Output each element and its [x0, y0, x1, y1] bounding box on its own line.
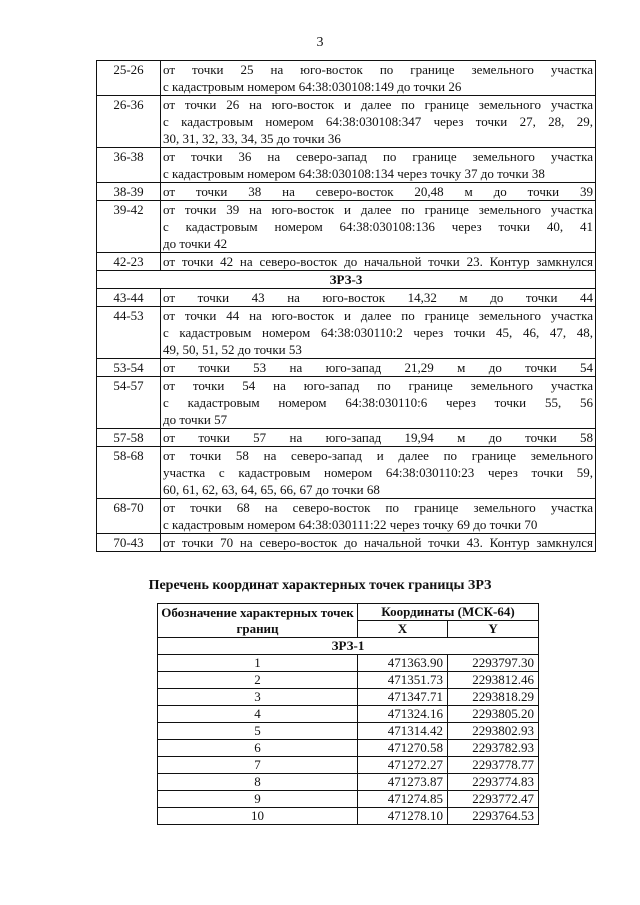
- segment-description-line: от точки 26 на юго-восток и далее по границе земельного участка: [163, 97, 593, 112]
- coordinate-x: 471273.87: [358, 774, 448, 791]
- point-number: 6: [158, 740, 358, 757]
- segment-row: [97, 183, 596, 201]
- coordinates-body: [158, 638, 539, 825]
- segment-row: [97, 201, 596, 253]
- segment-code: 43-44: [97, 289, 161, 307]
- segment-description-line: с кадастровым номером 64:38:030108:347 через точки 27, 28, 29,: [163, 114, 593, 129]
- segment-description: [161, 289, 596, 307]
- segment-code: 36-38: [97, 148, 161, 183]
- segment-description: [161, 447, 596, 499]
- coordinate-row: [158, 791, 539, 808]
- segment-row: [97, 447, 596, 499]
- coordinate-y: 2293764.53: [448, 808, 539, 825]
- segment-code: 44-53: [97, 307, 161, 359]
- segment-description-line: от точки 68 на северо-восток по границе земельного участка: [163, 500, 593, 515]
- segment-row: [97, 377, 596, 429]
- coordinate-y: 2293802.93: [448, 723, 539, 740]
- segment-code: 58-68: [97, 447, 161, 499]
- coordinate-x: 471324.16: [358, 706, 448, 723]
- coordinate-row: [158, 706, 539, 723]
- segment-description: [161, 377, 596, 429]
- segment-code: 54-57: [97, 377, 161, 429]
- coordinate-x: 471272.27: [358, 757, 448, 774]
- segment-description-line: 49, 50, 51, 52 до точки 53: [163, 342, 302, 357]
- coordinate-x: 471270.58: [358, 740, 448, 757]
- coordinate-row: [158, 774, 539, 791]
- coordinate-x: 471363.90: [358, 655, 448, 672]
- coordinate-y: 2293818.29: [448, 689, 539, 706]
- segment-description: [161, 307, 596, 359]
- segment-description-line: с кадастровым номером 64:38:030108:149 до точки 26: [163, 79, 462, 94]
- coordinates-header-row: [158, 604, 539, 621]
- segment-description-line: от точки 39 на юго-восток и далее по границе земельного участка: [163, 202, 593, 217]
- section-row: [97, 271, 596, 289]
- segment-row: [97, 289, 596, 307]
- segment-code: 68-70: [97, 499, 161, 534]
- segment-description-line: с кадастровым номером 64:38:030111:22 через точку 69 до точки 70: [163, 517, 538, 532]
- coordinate-x: 471274.85: [358, 791, 448, 808]
- coordinate-y: 2293805.20: [448, 706, 539, 723]
- segment-description-line: с кадастровым номером 64:38:030110:2 через точки 45, 46, 47, 48,: [163, 325, 593, 340]
- segment-row: [97, 96, 596, 148]
- subsection-row: [158, 638, 539, 655]
- header-x: X: [358, 621, 448, 638]
- segment-code: 53-54: [97, 359, 161, 377]
- point-number: 9: [158, 791, 358, 808]
- segment-description-line: от точки 38 на северо-восток 20,48 м до точки 39: [163, 184, 593, 199]
- segment-description: [161, 499, 596, 534]
- segment-description-line: с кадастровым номером 64:38:030110:6 через точки 55, 56: [163, 395, 593, 410]
- header-coords-label: Координаты (МСК-64): [358, 604, 539, 621]
- coordinate-row: [158, 808, 539, 825]
- segment-row: [97, 61, 596, 96]
- segment-description: [161, 429, 596, 447]
- segment-description-line: от точки 54 на юго-запад по границе земельного участка: [163, 378, 593, 393]
- segment-description-line: от точки 43 на юго-восток 14,32 м до точки 44: [163, 290, 593, 305]
- segment-row: [97, 148, 596, 183]
- segment-row: [97, 253, 596, 271]
- segment-row: [97, 534, 596, 552]
- coordinate-row: [158, 740, 539, 757]
- coordinate-row: [158, 757, 539, 774]
- segment-description-line: 60, 61, 62, 63, 64, 65, 66, 67 до точки 68: [163, 482, 380, 497]
- segment-code: 42-23: [97, 253, 161, 271]
- segment-code: 39-42: [97, 201, 161, 253]
- segment-description: [161, 359, 596, 377]
- segment-description-line: до точки 42: [163, 236, 228, 251]
- coordinates-title: Перечень координат характерных точек границы ЗРЗ: [148, 578, 492, 593]
- segment-description: [161, 201, 596, 253]
- coordinate-y: 2293797.30: [448, 655, 539, 672]
- point-number: 3: [158, 689, 358, 706]
- point-number: 5: [158, 723, 358, 740]
- segment-code: 26-36: [97, 96, 161, 148]
- segment-description: [161, 148, 596, 183]
- segment-description-line: от точки 36 на северо-запад по границе земельного участка: [163, 149, 593, 164]
- coordinate-x: 471278.10: [358, 808, 448, 825]
- boundary-description-table: [96, 60, 596, 552]
- segment-description: [161, 96, 596, 148]
- segment-description: [161, 253, 596, 271]
- point-number: 8: [158, 774, 358, 791]
- coordinates-table: [157, 603, 539, 825]
- coordinate-y: 2293772.47: [448, 791, 539, 808]
- segment-code: 25-26: [97, 61, 161, 96]
- coordinate-row: [158, 723, 539, 740]
- segment-code: 38-39: [97, 183, 161, 201]
- segment-description: [161, 534, 596, 552]
- segment-description-line: с кадастровым номером 64:38:030108:134 через точку 37 до точки 38: [163, 166, 545, 181]
- coordinate-x: 471351.73: [358, 672, 448, 689]
- segment-description-line: от точки 53 на юго-запад 21,29 м до точки 54: [163, 360, 593, 375]
- point-number: 2: [158, 672, 358, 689]
- coordinate-row: [158, 655, 539, 672]
- header-point-label: Обозначение характерных точек границ: [158, 604, 358, 638]
- segment-description-line: от точки 57 на юго-запад 19,94 м до точки 58: [163, 430, 593, 445]
- segment-description-line: до точки 57: [163, 412, 228, 427]
- segment-row: [97, 307, 596, 359]
- coordinate-y: 2293812.46: [448, 672, 539, 689]
- page-number: 3: [316, 35, 324, 50]
- header-y: Y: [448, 621, 539, 638]
- segment-description: [161, 61, 596, 96]
- segment-description: [161, 183, 596, 201]
- segment-description-line: от точки 42 на северо-восток до начальной точки 23. Контур замкнулся: [163, 254, 593, 269]
- segment-description-line: с кадастровым номером 64:38:030108:136 через точки 40, 41: [163, 219, 593, 234]
- coordinate-y: 2293782.93: [448, 740, 539, 757]
- point-number: 4: [158, 706, 358, 723]
- segment-description-line: от точки 44 на юго-восток и далее по границе земельного участка: [163, 308, 593, 323]
- segment-code: 70-43: [97, 534, 161, 552]
- segment-description-line: 30, 31, 32, 33, 34, 35 до точки 36: [163, 131, 341, 146]
- segment-description-line: от точки 25 на юго-восток по границе земельного участка: [163, 62, 593, 77]
- coordinate-y: 2293778.77: [448, 757, 539, 774]
- segment-description-line: участка с кадастровым номером 64:38:030110:23 через точки 59,: [163, 465, 593, 480]
- coordinate-row: [158, 689, 539, 706]
- point-number: 1: [158, 655, 358, 672]
- point-number: 10: [158, 808, 358, 825]
- subsection-label: ЗРЗ-1: [158, 638, 539, 655]
- segment-description-line: от точки 58 на северо-запад и далее по границе земельного: [163, 448, 593, 463]
- coordinate-y: 2293774.83: [448, 774, 539, 791]
- point-number: 7: [158, 757, 358, 774]
- coordinate-row: [158, 672, 539, 689]
- segment-row: [97, 429, 596, 447]
- coordinate-x: 471347.71: [358, 689, 448, 706]
- section-label: ЗРЗ-3: [97, 271, 596, 289]
- boundary-description-body: [97, 61, 596, 552]
- segment-description-line: от точки 70 на северо-восток до начальной точки 43. Контур замкнулся: [163, 535, 593, 550]
- segment-row: [97, 359, 596, 377]
- segment-row: [97, 499, 596, 534]
- segment-code: 57-58: [97, 429, 161, 447]
- coordinate-x: 471314.42: [358, 723, 448, 740]
